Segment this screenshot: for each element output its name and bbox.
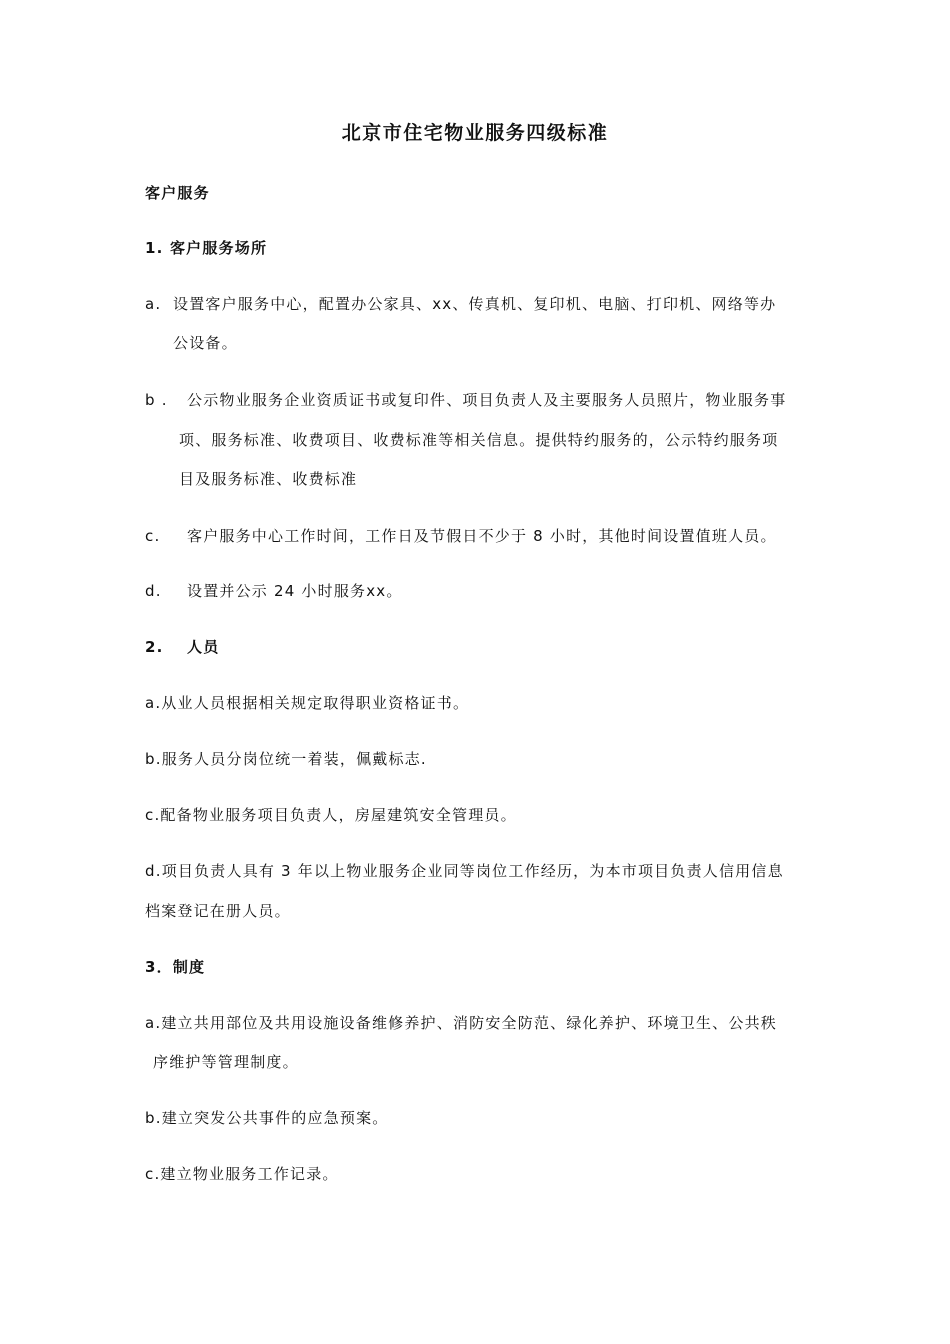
item-marker: b . xyxy=(145,391,168,409)
item-line: 序维护等管理制度。 xyxy=(153,1053,299,1071)
item-marker: a. xyxy=(145,295,162,313)
item-line: 公设备。 xyxy=(173,334,238,352)
item-line: 客户服务中心工作时间，工作日及节假日不少于 8 小时，其他时间设置值班人员。 xyxy=(187,527,777,545)
item-line: 设置并公示 24 小时服务xx。 xyxy=(187,582,403,600)
subsection-number-2: 2. xyxy=(145,638,164,656)
subsection-heading-3: 3．制度 xyxy=(145,958,206,976)
item-line: 目及服务标准、收费标准 xyxy=(179,470,358,488)
item-line: a.从业人员根据相关规定取得职业资格证书。 xyxy=(145,694,470,712)
item-line: b.服务人员分岗位统一着装，佩戴标志. xyxy=(145,750,427,768)
item-line: 项、服务标准、收费项目、收费标准等相关信息。提供特约服务的，公示特约服务项 xyxy=(179,431,779,449)
item-marker: c. xyxy=(145,527,161,545)
subsection-heading-1: 1. 客户服务场所 xyxy=(145,239,268,257)
item-line: 设置客户服务中心，配置办公家具、xx、传真机、复印机、电脑、打印机、网络等办 xyxy=(173,295,777,313)
item-line: b.建立突发公共事件的应急预案。 xyxy=(145,1109,389,1127)
item-marker: d. xyxy=(145,582,162,600)
item-line: 公示物业服务企业资质证书或复印件、项目负责人及主要服务人员照片，物业服务事 xyxy=(187,391,787,409)
item-line: d.项目负责人具有 3 年以上物业服务企业同等岗位工作经历，为本市项目负责人信用信息 xyxy=(145,862,784,880)
item-line: c.配备物业服务项目负责人，房屋建筑安全管理员。 xyxy=(145,806,517,824)
subsection-heading-2: 人员 xyxy=(187,638,220,656)
item-line: c.建立物业服务工作记录。 xyxy=(145,1165,339,1183)
item-line: a.建立共用部位及共用设施设备维修养护、消防安全防范、绿化养护、环境卫生、公共秩 xyxy=(145,1014,777,1032)
item-line: 档案登记在册人员。 xyxy=(145,902,291,920)
document-title: 北京市住宅物业服务四级标准 xyxy=(341,122,609,144)
section-heading: 客户服务 xyxy=(145,184,210,202)
